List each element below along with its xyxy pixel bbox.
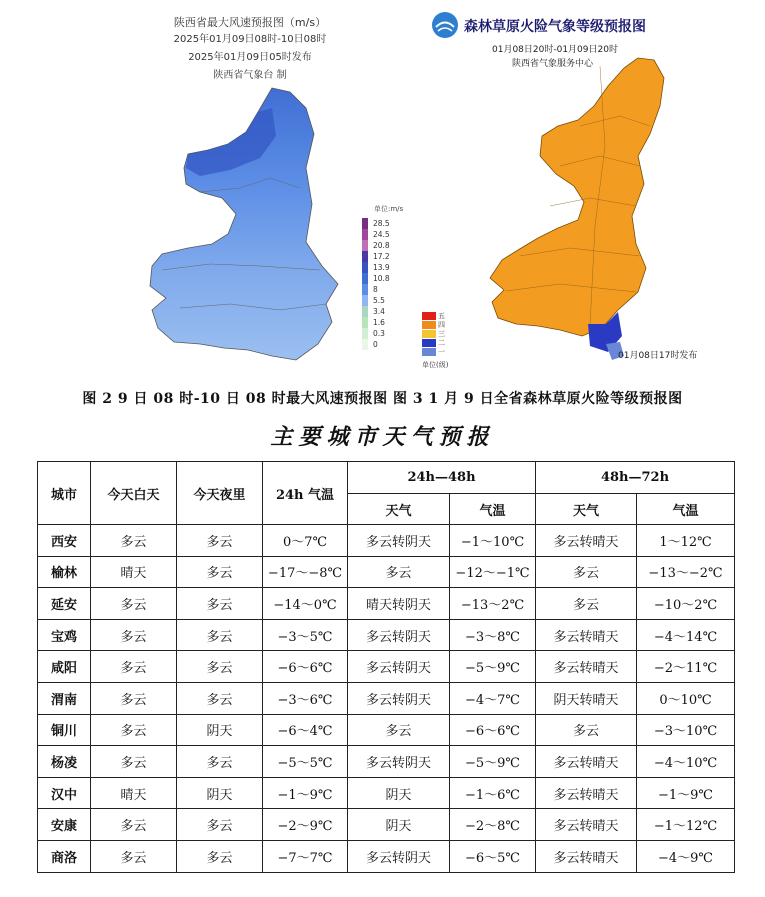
cell-temp-24h: −6～4℃ — [263, 714, 348, 746]
header-city: 城市 — [38, 462, 91, 525]
legend-swatch — [422, 330, 436, 338]
cell-weather-72h: 多云转晴天 — [536, 840, 637, 872]
legend-label: 10.8 — [373, 274, 390, 283]
legend-swatch — [362, 218, 368, 229]
wind-legend-row — [362, 306, 398, 317]
legend-label: 8 — [373, 285, 378, 294]
cell-temp-48h: −1～6℃ — [450, 777, 536, 809]
cell-night: 多云 — [177, 556, 263, 588]
cell-weather-48h: 阴天 — [348, 809, 450, 841]
cell-weather-72h: 多云转晴天 — [536, 746, 637, 778]
table-row — [38, 651, 735, 683]
legend-label: 24.5 — [373, 230, 390, 239]
legend-swatch — [362, 240, 368, 251]
cell-temp-48h: −5～9℃ — [450, 651, 536, 683]
header-period-24-48: 24h—48h — [348, 462, 536, 494]
cell-weather-48h: 多云转阴天 — [348, 840, 450, 872]
shaanxi-outline-fire — [490, 58, 664, 336]
cell-temp-24h: −7～7℃ — [263, 840, 348, 872]
cell-day: 多云 — [91, 588, 177, 620]
fire-map-issued: 01月08日17时发布 — [618, 351, 698, 361]
cell-day: 晴天 — [91, 556, 177, 588]
cell-night: 多云 — [177, 525, 263, 557]
header-weather: 天气 — [348, 494, 450, 525]
cell-night: 阴天 — [177, 714, 263, 746]
legend-label: 五 — [438, 312, 445, 320]
header-temp-24h: 24h 气温 — [263, 462, 348, 525]
legend-swatch — [362, 295, 368, 306]
legend-label: 三 — [438, 330, 445, 338]
cell-city: 榆林 — [38, 556, 91, 588]
cell-weather-72h: 多云 — [536, 556, 637, 588]
cell-city: 杨凌 — [38, 746, 91, 778]
cell-city: 渭南 — [38, 682, 91, 714]
legend-swatch — [362, 284, 368, 295]
legend-swatch — [362, 306, 368, 317]
table-row — [38, 840, 735, 872]
legend-label: 1.6 — [373, 318, 385, 327]
fire-map-title: 森林草原火险气象等级预报图 — [464, 19, 646, 35]
fire-level-row — [422, 321, 452, 329]
cell-day: 多云 — [91, 746, 177, 778]
legend-label: 四 — [438, 321, 445, 329]
wind-legend-row — [362, 284, 398, 295]
cell-day: 多云 — [91, 714, 177, 746]
table-row — [38, 746, 735, 778]
wind-legend-row — [362, 229, 398, 240]
table-row — [38, 777, 735, 809]
cell-temp-24h: 0～7℃ — [263, 525, 348, 557]
cell-temp-72h: −1～12℃ — [637, 809, 735, 841]
fire-level-unit: 单位(级) — [422, 361, 449, 369]
header-night: 今天夜里 — [177, 462, 263, 525]
shaanxi-outline-wind — [150, 88, 338, 360]
wind-legend-row — [362, 218, 398, 229]
fire-map-graphic — [410, 6, 760, 378]
legend-swatch — [362, 262, 368, 273]
header-day: 今天白天 — [91, 462, 177, 525]
cell-night: 多云 — [177, 619, 263, 651]
table-row — [38, 556, 735, 588]
cell-city: 汉中 — [38, 777, 91, 809]
figure-caption: 图 2 9 日 08 时-10 日 08 时最大风速预报图 图 3 1 月 9 日全省森林草原火险等级预报图 — [82, 391, 683, 407]
cell-weather-72h: 多云转晴天 — [536, 525, 637, 557]
cell-city: 延安 — [38, 588, 91, 620]
cell-temp-48h: −2～8℃ — [450, 809, 536, 841]
cell-day: 多云 — [91, 651, 177, 683]
cell-temp-48h: −13～2℃ — [450, 588, 536, 620]
cell-temp-24h: −2～9℃ — [263, 809, 348, 841]
cell-night: 多云 — [177, 840, 263, 872]
wind-legend-row — [362, 295, 398, 306]
fire-risk-map — [410, 6, 760, 378]
legend-label: 20.8 — [373, 241, 390, 250]
cell-weather-48h: 多云转阴天 — [348, 746, 450, 778]
legend-swatch — [422, 312, 436, 320]
header-weather: 天气 — [536, 494, 637, 525]
wind-legend-row — [362, 273, 398, 284]
cell-city: 安康 — [38, 809, 91, 841]
cell-temp-72h: −1～9℃ — [637, 777, 735, 809]
cell-temp-48h: −5～9℃ — [450, 746, 536, 778]
legend-swatch — [362, 339, 368, 350]
table-row — [38, 714, 735, 746]
cell-weather-48h: 阴天 — [348, 777, 450, 809]
cell-temp-72h: −4～14℃ — [637, 619, 735, 651]
cell-temp-24h: −5～5℃ — [263, 746, 348, 778]
cell-temp-24h: −1～9℃ — [263, 777, 348, 809]
cell-temp-72h: −13～−2℃ — [637, 556, 735, 588]
cell-night: 多云 — [177, 809, 263, 841]
cell-weather-48h: 多云 — [348, 556, 450, 588]
wind-map-agency: 陕西省气象台 制 — [213, 70, 287, 81]
cell-weather-72h: 多云 — [536, 588, 637, 620]
table-row — [38, 588, 735, 620]
cell-temp-48h: −6～6℃ — [450, 714, 536, 746]
cell-weather-72h: 多云 — [536, 714, 637, 746]
cell-temp-72h: −2～11℃ — [637, 651, 735, 683]
cell-night: 多云 — [177, 651, 263, 683]
cell-weather-72h: 多云转晴天 — [536, 619, 637, 651]
legend-label: 二 — [438, 339, 445, 347]
table-row — [38, 809, 735, 841]
cell-weather-72h: 多云转晴天 — [536, 777, 637, 809]
cell-day: 晴天 — [91, 777, 177, 809]
wind-legend-row — [362, 317, 398, 328]
section-title: 主要城市天气预报 — [270, 424, 495, 450]
legend-swatch — [362, 328, 368, 339]
cell-city: 铜川 — [38, 714, 91, 746]
cell-temp-24h: −17～−8℃ — [263, 556, 348, 588]
legend-swatch — [362, 251, 368, 262]
cell-weather-48h: 多云转阴天 — [348, 619, 450, 651]
wind-legend-row — [362, 328, 398, 339]
wind-map-valid-time: 2025年01月09日08时-10日08时 — [173, 34, 327, 45]
cell-night: 多云 — [177, 682, 263, 714]
fire-level-row — [422, 312, 452, 320]
legend-swatch — [422, 321, 436, 329]
legend-label: 0.3 — [373, 329, 385, 338]
table-row — [38, 619, 735, 651]
fire-level-row — [422, 330, 452, 338]
cell-weather-48h: 多云转阴天 — [348, 525, 450, 557]
cell-day: 多云 — [91, 840, 177, 872]
cell-day: 多云 — [91, 682, 177, 714]
cell-temp-24h: −3～5℃ — [263, 619, 348, 651]
wind-legend-row — [362, 339, 398, 350]
legend-swatch — [362, 229, 368, 240]
table-row — [38, 525, 735, 557]
cell-temp-24h: −6～6℃ — [263, 651, 348, 683]
legend-label: 28.5 — [373, 219, 390, 228]
cell-weather-48h: 多云 — [348, 714, 450, 746]
cell-weather-72h: 多云转晴天 — [536, 809, 637, 841]
cell-city: 咸阳 — [38, 651, 91, 683]
wind-legend-row — [362, 251, 398, 262]
cell-weather-72h: 多云转晴天 — [536, 651, 637, 683]
cell-temp-48h: −1～10℃ — [450, 525, 536, 557]
cell-city: 西安 — [38, 525, 91, 557]
legend-swatch — [422, 339, 436, 347]
cell-temp-24h: −14～0℃ — [263, 588, 348, 620]
cell-temp-24h: −3～6℃ — [263, 682, 348, 714]
cell-temp-48h: −3～8℃ — [450, 619, 536, 651]
legend-swatch — [362, 273, 368, 284]
cell-day: 多云 — [91, 525, 177, 557]
cell-weather-72h: 阴天转晴天 — [536, 682, 637, 714]
wind-legend-row — [362, 240, 398, 251]
cell-temp-48h: −6～5℃ — [450, 840, 536, 872]
cell-night: 多云 — [177, 588, 263, 620]
cell-city: 商洛 — [38, 840, 91, 872]
cell-temp-72h: −10～2℃ — [637, 588, 735, 620]
cell-night: 多云 — [177, 746, 263, 778]
cell-temp-72h: 1～12℃ — [637, 525, 735, 557]
wind-map-title: 陕西省最大风速预报图（m/s） — [173, 16, 327, 29]
header-temp: 气温 — [637, 494, 735, 525]
legend-label: 0 — [373, 340, 378, 349]
wind-map-issued: 2025年01月09日05时发布 — [188, 52, 312, 63]
cell-weather-48h: 晴天转阴天 — [348, 588, 450, 620]
legend-swatch — [422, 348, 436, 356]
fire-level-row — [422, 339, 452, 347]
legend-label: 13.9 — [373, 263, 390, 272]
fire-map-agency: 陕西省气象服务中心 — [512, 59, 594, 69]
cell-weather-48h: 多云转阴天 — [348, 682, 450, 714]
wind-legend-row — [362, 262, 398, 273]
table-header-row — [38, 462, 735, 494]
legend-label: 17.2 — [373, 252, 390, 261]
cell-temp-72h: −4～9℃ — [637, 840, 735, 872]
wind-map-graphic — [100, 8, 400, 378]
wind-legend-unit: 单位:m/s — [374, 205, 404, 213]
cell-temp-72h: −3～10℃ — [637, 714, 735, 746]
cell-night: 阴天 — [177, 777, 263, 809]
fire-map-valid-time: 01月08日20时-01月09日20时 — [492, 45, 618, 55]
cell-temp-72h: −4～10℃ — [637, 746, 735, 778]
legend-label: 一 — [438, 348, 445, 356]
legend-swatch — [362, 317, 368, 328]
legend-label: 5.5 — [373, 296, 385, 305]
city-forecast-table — [37, 461, 735, 873]
cell-day: 多云 — [91, 809, 177, 841]
cell-temp-48h: −4～7℃ — [450, 682, 536, 714]
cell-temp-48h: −12～−1℃ — [450, 556, 536, 588]
wind-speed-map — [100, 8, 404, 378]
header-period-48-72: 48h—72h — [536, 462, 735, 494]
header-temp: 气温 — [450, 494, 536, 525]
legend-label: 3.4 — [373, 307, 385, 316]
cell-city: 宝鸡 — [38, 619, 91, 651]
fire-level-row — [422, 348, 452, 356]
table-row — [38, 682, 735, 714]
cell-temp-72h: 0～10℃ — [637, 682, 735, 714]
cell-day: 多云 — [91, 619, 177, 651]
cell-weather-48h: 多云转阴天 — [348, 651, 450, 683]
